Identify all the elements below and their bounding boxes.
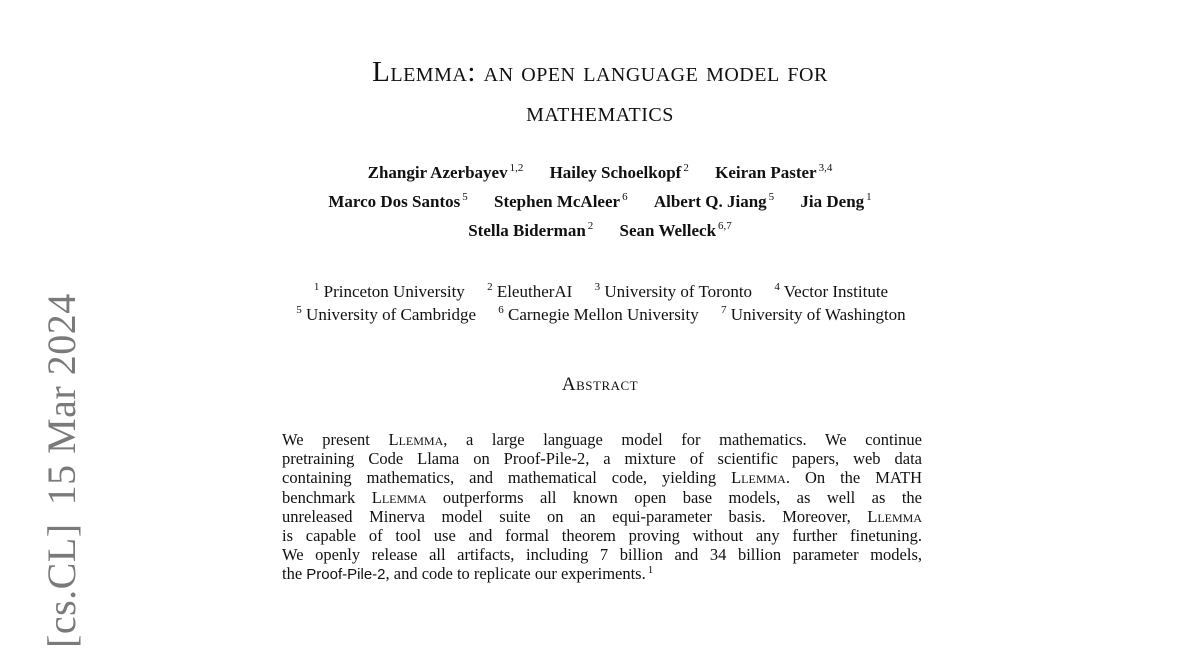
abstract-line: We present Llemma, a large language model for mathematics. We continue — [282, 430, 922, 449]
abstract-line: is capable of tool use and formal theorem proving without any further finetuning. — [282, 526, 922, 546]
abstract-line: benchmark Llemma outperforms all known open base models, as well as the — [282, 487, 922, 507]
author-row-2 — [0, 187, 1200, 216]
abstract-line: pretraining Code Llama on Proof-Pile-2, a mixture of scientific papers, web data — [282, 449, 922, 469]
title-line-2: mathematics — [526, 96, 674, 128]
abstract-line: unreleased Minerva model suite on an equi-parameter basis. Moreover, Llemma — [282, 506, 922, 526]
title-line-1: Llemma: an open language model for — [372, 56, 828, 88]
arxiv-date: 15 Mar 2024 — [39, 293, 84, 506]
affiliation: $^7$ University of Washington — [721, 304, 906, 324]
author: Albert Q. Jiang $^5$ — [653, 191, 775, 211]
abstract-heading: Abstract — [561, 374, 639, 395]
abstract-line: the Proof-Pile-2, and code to replicate our experiments. $^1$ — [282, 563, 654, 584]
affiliation-row-1 — [0, 280, 1200, 303]
affiliation-row-2 — [0, 303, 1200, 326]
author: Marco Dos Santos $^5$ — [328, 191, 468, 211]
author-row-3 — [0, 216, 1200, 245]
author: Stella Biderman $^2$ — [468, 220, 594, 240]
author: Sean Welleck $^{6,7}$ — [619, 220, 732, 240]
author: Zhangir Azerbayev $^{1,2}$ — [367, 162, 524, 182]
affiliation: $^3$ University of Toronto — [594, 281, 753, 301]
affiliation-list — [0, 280, 1200, 326]
footnote-mark: 1 — [647, 563, 654, 576]
paper-title — [0, 52, 1200, 132]
arxiv-category: [cs.CL] — [39, 523, 84, 648]
affiliation: $^1$ Princeton University — [313, 281, 465, 301]
author: Keiran Paster $^{3,4}$ — [715, 162, 833, 182]
author: Jia Deng $^1$ — [800, 191, 872, 211]
affiliation: $^4$ Vector Institute — [774, 281, 889, 301]
author-row-1 — [0, 158, 1200, 187]
author-list — [0, 158, 1200, 245]
affiliation: $^6$ Carnegie Mellon University — [498, 304, 699, 324]
author: Hailey Schoelkopf $^2$ — [549, 162, 689, 182]
abstract-body — [282, 430, 922, 585]
abstract-line: containing mathematics, and mathematical code, yielding Llemma. On the MATH — [282, 468, 922, 488]
affiliation: $^5$ University of Cambridge — [296, 304, 477, 324]
abstract-line: We openly release all artifacts, including 7 billion and 34 billion parameter models, — [282, 545, 922, 565]
affiliation: $^2$ EleutherAI — [487, 281, 573, 301]
arxiv-identifier — [38, 275, 85, 648]
author: Stephen McAleer $^6$ — [494, 191, 628, 211]
